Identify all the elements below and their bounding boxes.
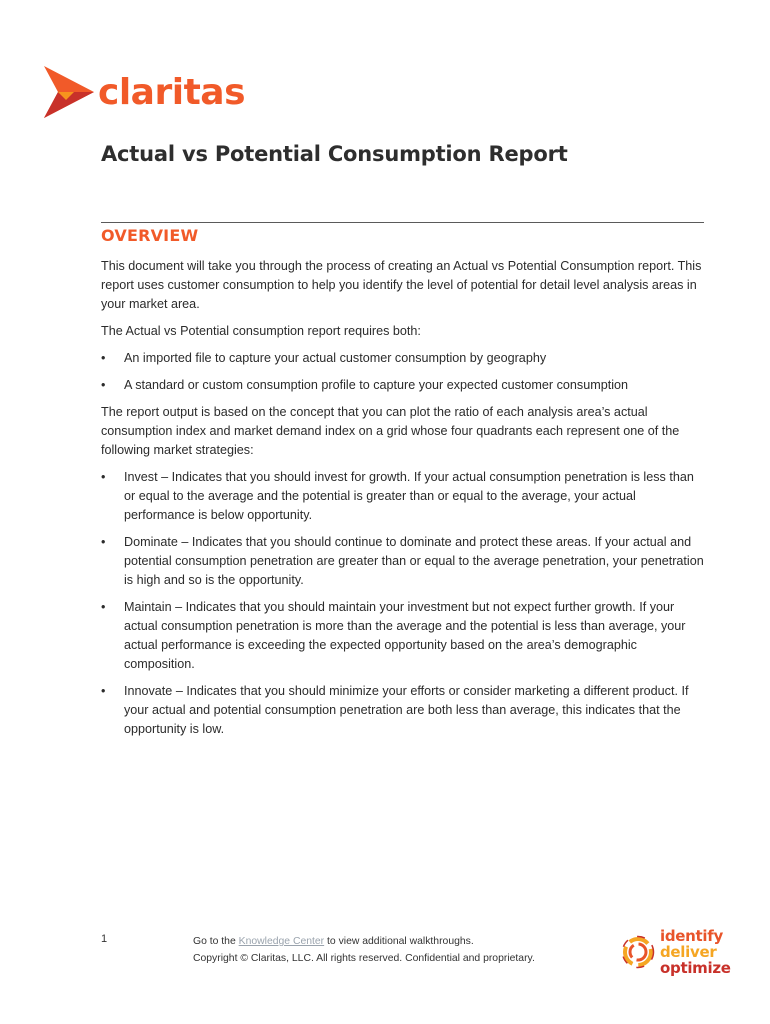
circle-logo-icon — [620, 932, 656, 972]
bullet-icon: • — [101, 378, 106, 392]
footer-prefix: Go to the — [193, 936, 239, 947]
claritas-logo-mark-icon — [44, 66, 94, 118]
claritas-logo — [44, 66, 245, 118]
overview-content — [101, 257, 707, 747]
page-title: Actual vs Potential Consumption Report — [101, 142, 568, 166]
list-item — [101, 533, 707, 590]
bullet-icon: • — [101, 684, 106, 698]
list-item — [101, 468, 707, 525]
list-item-text: Innovate – Indicates that you should minimize your efforts or consider marketing a different product. If your actual and potential consumption penetration are both less than average, this indicates that the opportunity is low. — [124, 684, 689, 736]
requires-paragraph: The Actual vs Potential consumption report requires both: — [101, 324, 421, 338]
requirements-list — [101, 349, 707, 395]
bullet-icon: • — [101, 470, 106, 484]
footer-line-1 — [193, 933, 535, 950]
copyright-line: Copyright © Claritas, LLC. All rights reserved. Confidential and proprietary. — [193, 953, 535, 964]
list-item — [101, 349, 707, 368]
footer-suffix: to view additional walkthroughs. — [324, 936, 474, 947]
bullet-icon: • — [101, 600, 106, 614]
list-item-text: Invest – Indicates that you should invest for growth. If your actual consumption penetration is less than or equal to the average and the potential is greater than or equal to the average, your actual performance is below opportunity. — [124, 470, 694, 522]
list-item-text: An imported file to capture your actual customer consumption by geography — [124, 351, 547, 365]
output-paragraph: The report output is based on the concept that you can plot the ratio of each analysis area’s actual consumption index and market demand index on a grid whose four quadrants each represent one of the following market strategies: — [101, 405, 680, 457]
intro-paragraph: This document will take you through the process of creating an Actual vs Potential Consumption report. This report uses customer consumption to help you identify the level of potential for detail level analysis areas in your market area. — [101, 259, 702, 311]
list-item-text: A standard or custom consumption profile to capture your expected customer consumption — [124, 378, 629, 392]
list-item-text: Dominate – Indicates that you should continue to dominate and protect these areas. If your actual and potential consumption penetration are greater than or equal to the average penetration, your penetration is high and so is the opportunity. — [124, 535, 704, 587]
tagline — [660, 928, 731, 976]
strategies-list — [101, 468, 707, 739]
tagline-identify: identify — [660, 927, 723, 945]
page-number: 1 — [101, 933, 108, 945]
bullet-icon: • — [101, 351, 106, 365]
knowledge-center-link[interactable]: Knowledge Center — [238, 936, 325, 947]
list-item — [101, 376, 707, 395]
bullet-icon: • — [101, 535, 106, 549]
section-heading: OVERVIEW — [101, 226, 199, 245]
footer-text — [193, 933, 535, 967]
list-item — [101, 682, 707, 739]
logo-wordmark: claritas — [98, 72, 245, 113]
list-item — [101, 598, 707, 674]
footer-brand-mark — [620, 928, 731, 976]
tagline-deliver: deliver — [660, 943, 717, 961]
list-item-text: Maintain – Indicates that you should maintain your investment but not expect further growth. If your actual consumption penetration is more than the average and the potential is less than average, your actual performance is exceeding the expected opportunity based on the area’s demographic composition. — [124, 600, 686, 671]
tagline-optimize: optimize — [660, 959, 731, 977]
section-divider — [101, 222, 704, 223]
